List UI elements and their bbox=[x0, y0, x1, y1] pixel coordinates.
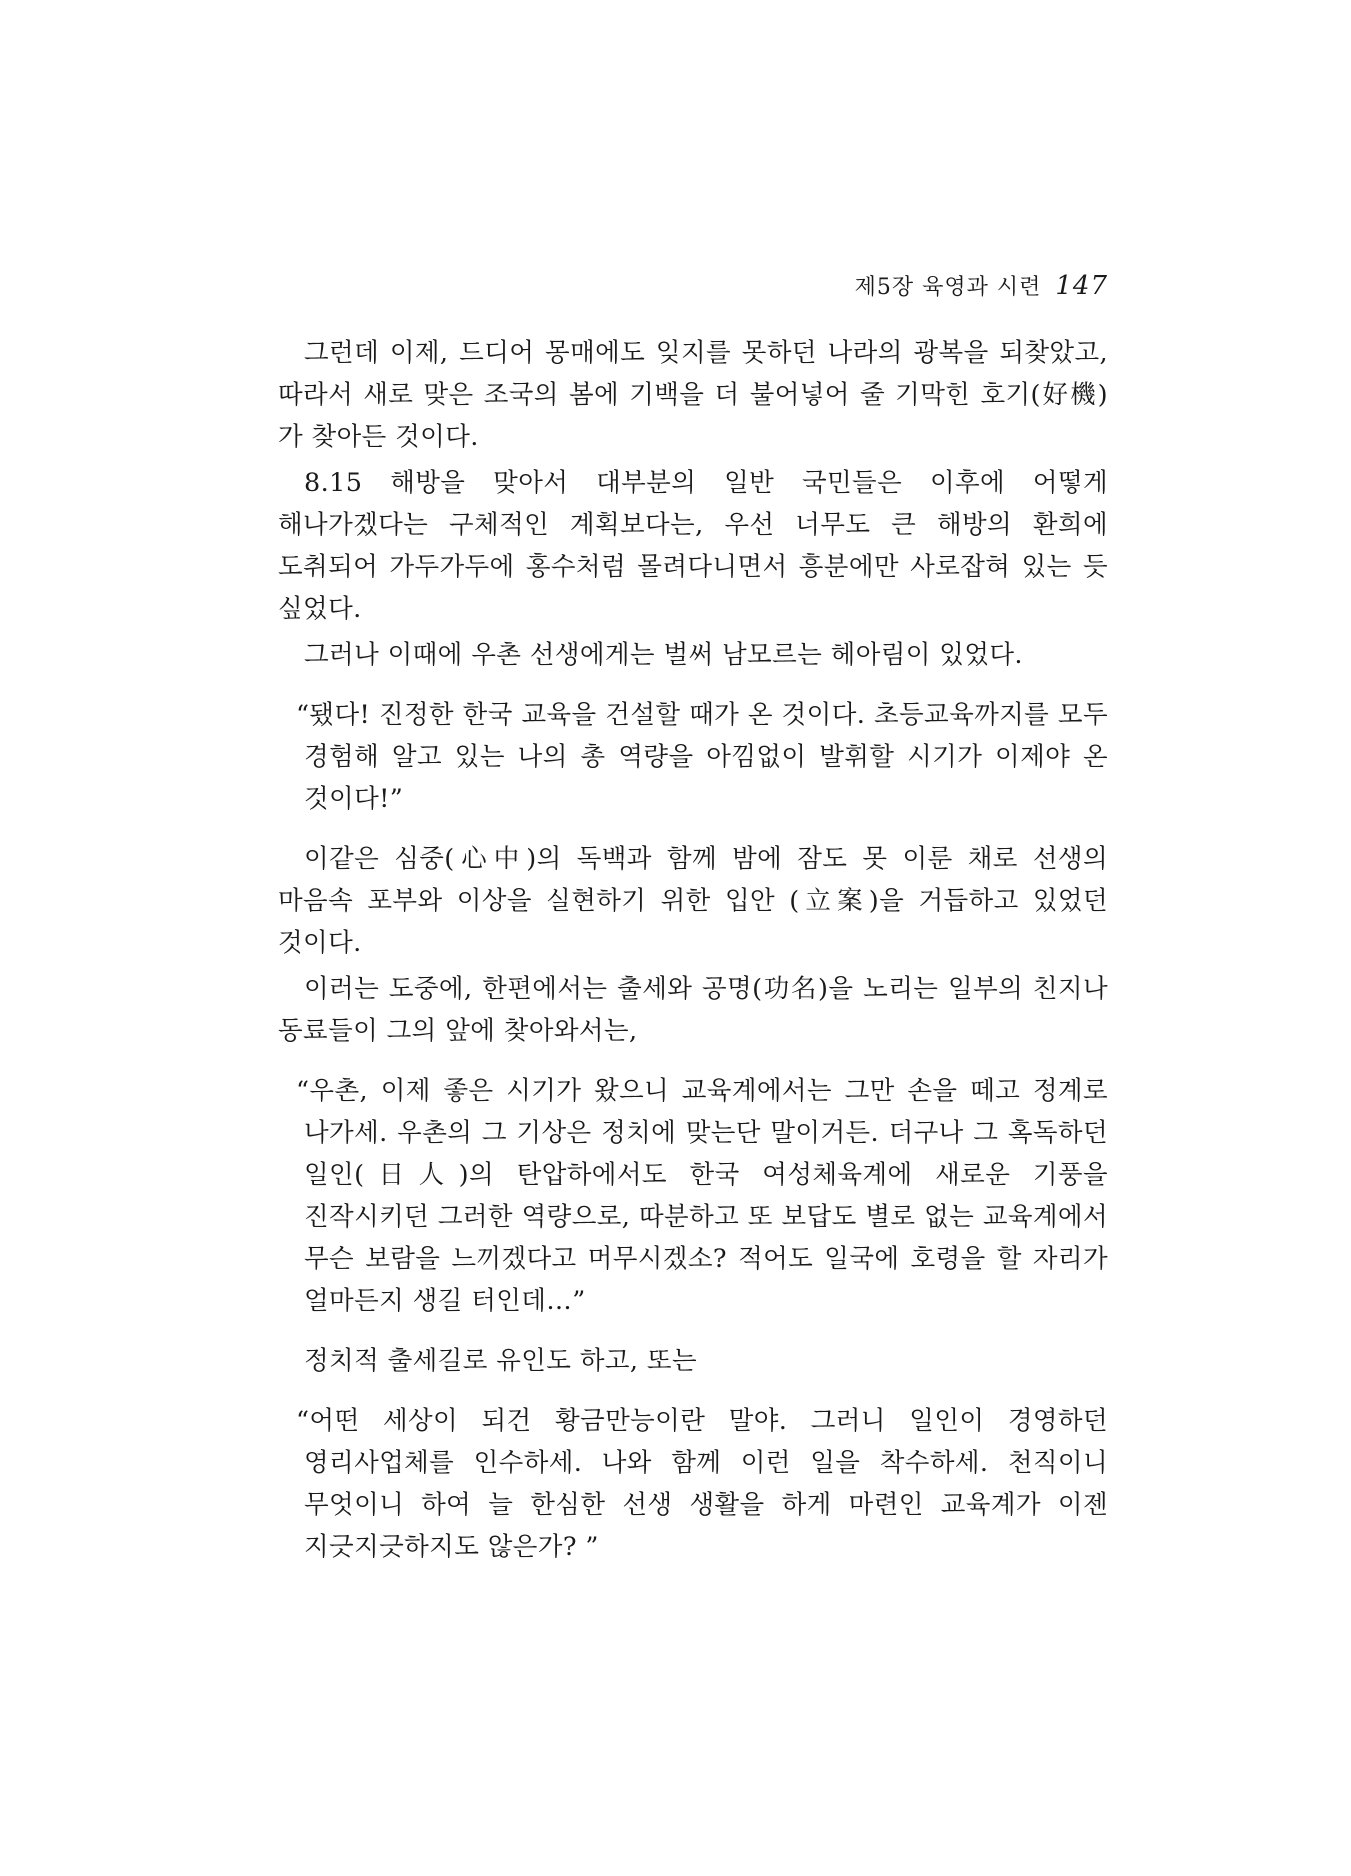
quotation-3: “어떤 세상이 되건 황금만능이란 말야. 그러니 일인이 경영하던 영리사업체를 인수하세. 나와 함께 이런 일을 착수하세. 천직이니 무엇이니 하여 늘 한심한 선생 생활을 하게 마련인 교육계가 이젠 지긋지긋하지도 않은가? ” bbox=[296, 1406, 1108, 1562]
running-head bbox=[855, 270, 1108, 301]
page-number: 147 bbox=[1055, 271, 1108, 301]
paragraph-6: 정치적 출세길로 유인도 하고, 또는 bbox=[304, 1346, 697, 1376]
page-body bbox=[278, 332, 1108, 1586]
quotation-1: “됐다! 진정한 한국 교육을 건설할 때가 온 것이다. 초등교육까지를 모두 경험해 알고 있는 나의 총 역량을 아낌없이 발휘할 시기가 이제야 온 것이다!” bbox=[296, 700, 1108, 814]
paragraph-5: 이러는 도중에, 한편에서는 출세와 공명(功名)을 노리는 일부의 친지나 동료들이 그의 앞에 찾아와서는, bbox=[278, 974, 1108, 1046]
quotation-2: “우촌, 이제 좋은 시기가 왔으니 교육계에서는 그만 손을 떼고 정계로 나가세. 우촌의 그 기상은 정치에 맞는단 말이거든. 더구나 그 혹독하던 일인(日人)의 탄압하에서도 한국 여성체육계에 새로운 기풍을 진작시키던 그러한 역량으로, 따분하고 또 보답도 별로 없는 교육계에서 무슨 보람을 느끼겠다고 머무시겠소? 적어도 일국에 호령을 할 자리가 얼마든지 생길 터인데…” bbox=[296, 1076, 1108, 1316]
paragraph-3: 그러나 이때에 우촌 선생에게는 벌써 남모르는 헤아림이 있었다. bbox=[304, 640, 1023, 670]
paragraph-1: 그런데 이제, 드디어 몽매에도 잊지를 못하던 나라의 광복을 되찾았고, 따라서 새로 맞은 조국의 봄에 기백을 더 불어넣어 줄 기막힌 호기(好機)가 찾아든 것이다. bbox=[278, 338, 1108, 452]
chapter-title: 제5장 육영과 시련 bbox=[854, 275, 1042, 300]
paragraph-4: 이같은 심중(心中)의 독백과 함께 밤에 잠도 못 이룬 채로 선생의 마음속 포부와 이상을 실현하기 위한 입안 (立案)을 거듭하고 있었던 것이다. bbox=[278, 844, 1108, 958]
paragraph-2: 8.15 해방을 맞아서 대부분의 일반 국민들은 이후에 어떻게 해나가겠다는 구체적인 계획보다는, 우선 너무도 큰 해방의 환희에 도취되어 가두가두에 홍수처럼 몰려다니면서 흥분에만 사로잡혀 있는 듯 싶었다. bbox=[278, 468, 1108, 624]
